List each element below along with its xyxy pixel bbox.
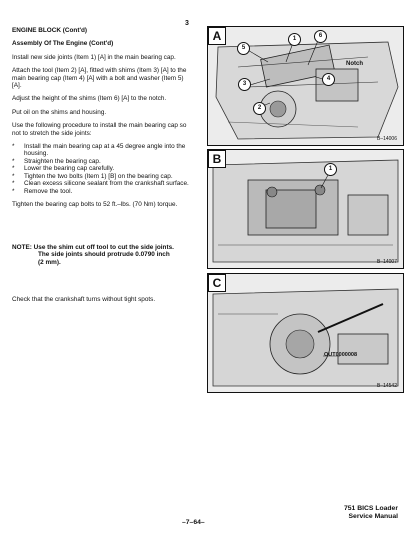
section-title: ENGINE BLOCK (Cont'd) [12,27,88,34]
figure-a-letter: A [208,27,226,45]
step-item: * Lower the bearing cap carefully. [12,165,194,172]
callout-2: 2 [253,102,266,115]
subsection-title: Assembly Of The Engine (Cont'd) [12,40,114,48]
note-line-1: Use the shim cut off tool to cut the side joints. [33,244,174,251]
note-line-2: The side joints should protrude 0.0790 inch [38,251,170,259]
callout-3: 3 [238,78,251,91]
paragraph-3: Adjust the height of the shims (Item 6) [A] to the notch. [12,95,167,103]
instructions-column [12,27,194,214]
step-item: * Straighten the bearing cap. [12,158,194,165]
figure-c [207,273,404,393]
footer-title-line-2: Service Manual [348,513,398,520]
paragraph-7: Check that the crankshaft turns without tight spots. [12,296,156,303]
paragraph-6: Tighten the bearing cap bolts to 52 ft.–lbs. (70 Nm) torque. [12,200,178,208]
figure-b-code: B–14007 [376,259,397,265]
callout-6: 6 [314,30,327,43]
figure-a [207,26,404,146]
figure-c-code: B–14542 [376,383,397,389]
note-block [12,244,194,266]
step-item: * Remove the tool. [12,188,194,195]
footer-title-line-1: 751 BICS Loader [343,505,398,512]
callout-4: 4 [322,73,335,86]
figure-c-illustration [208,274,403,392]
figure-b-letter: B [208,150,226,168]
procedure-steps [12,143,194,195]
footer-page-number: –7–64– [182,519,205,526]
note-label: NOTE: [12,244,32,251]
callout-1: 1 [288,33,301,46]
out-label: OUT0000008 [324,352,358,358]
figure-c-letter: C [208,274,226,292]
footer-title [344,505,398,521]
page-number: 3 [185,20,189,27]
step-item: * Install the main bearing cap at a 45 degree angle into the housing. [12,143,194,158]
callout-1: 1 [324,163,337,176]
figure-b-illustration [208,150,403,268]
paragraph-2: Attach the tool (Item 2) [A], fitted with shims (Item 3) [A] to the main bearing cap (Item 4) [A] with a bolt and washer (Item 5) [A]. [12,67,187,90]
paragraph-4: Put oil on the shims and housing. [12,108,107,116]
paragraph-1: Install new side joints (Item 1) [A] in the main bearing cap. [12,53,176,61]
note-line-3: (2 mm). [38,258,61,266]
step-item: * Tighten the two bolts (Item 1) [B] on the bearing cap. [12,173,194,180]
figure-a-code: B–14006 [376,136,397,142]
callout-5: 5 [237,42,250,55]
step-item: * Clean excess silicone sealant from the crankshaft surface. [12,180,194,187]
paragraph-5: Use the following procedure to install the main bearing cap so not to stretch the side joints: [12,122,187,137]
notch-label: Notch [346,61,363,67]
figure-b [207,149,404,269]
